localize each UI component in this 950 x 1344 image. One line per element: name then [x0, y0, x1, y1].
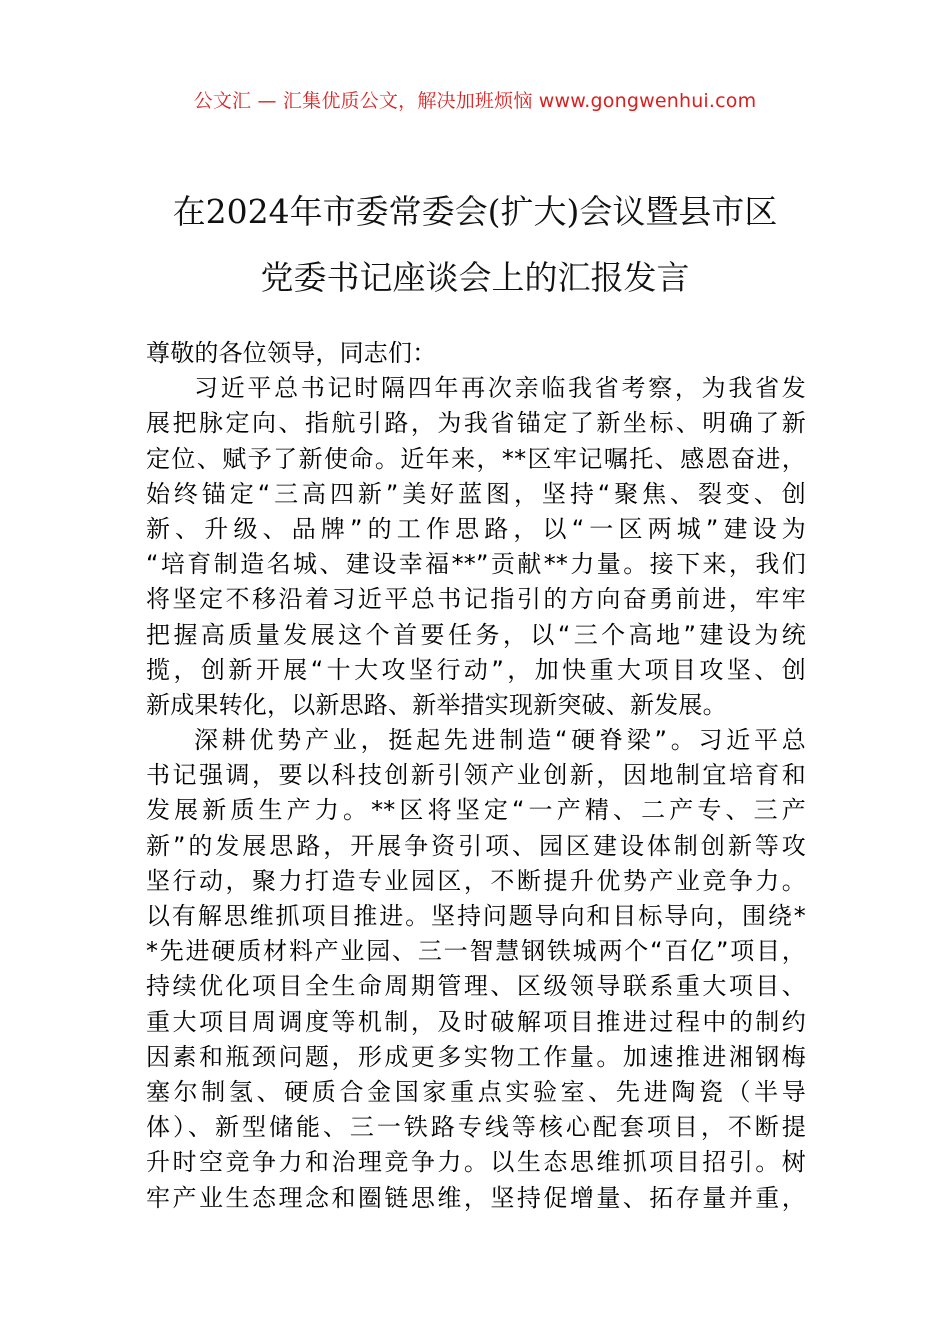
body-line: 揽，创新开展“十大攻坚行动”，加快重大项目攻坚、创	[146, 655, 806, 684]
document-title-line-1: 在2024年市委常委会(扩大)会议暨县市区	[172, 192, 778, 231]
body-line: 新”的发展思路，开展争资引项、园区建设体制创新等攻	[146, 831, 806, 860]
body-line: 发展新质生产力。**区将坚定“一产精、二产专、三产	[146, 796, 806, 825]
body-line: 升时空竞争力和治理竞争力。以生态思维抓项目招引。树	[146, 1148, 806, 1177]
body-line: *先进硬质材料产业园、三一智慧钢铁城两个“百亿”项目，	[146, 937, 806, 966]
body-line: “培育制造名城、建设幸福**”贡献**力量。接下来，我们	[146, 550, 806, 579]
body-line: 坚行动，聚力打造专业园区，不断提升优势产业竞争力。	[146, 866, 806, 895]
salutation-line: 尊敬的各位领导，同志们：	[146, 339, 437, 367]
body-line: 始终锚定“三高四新”美好蓝图，坚持“聚焦、裂变、创	[146, 479, 806, 508]
body-line: 因素和瓶颈问题，形成更多实物工作量。加速推进湘钢梅	[146, 1042, 806, 1071]
body-line: 重大项目周调度等机制，及时破解项目推进过程中的制约	[146, 1007, 806, 1036]
body-line: 习近平总书记时隔四年再次亲临我省考察，为我省发	[194, 374, 806, 403]
body-line: 新、升级、品牌”的工作思路，以“一区两城”建设为	[146, 514, 806, 543]
body-line: 深耕优势产业，挺起先进制造“硬脊梁”。习近平总	[194, 726, 806, 755]
body-line: 展把脉定向、指航引路，为我省锚定了新坐标、明确了新	[146, 409, 806, 438]
body-line: 书记强调，要以科技创新引领产业创新，因地制宜培育和	[146, 761, 806, 790]
body-line: 牢产业生态理念和圈链思维，坚持促增量、拓存量并重，	[146, 1183, 806, 1212]
body-line: 把握高质量发展这个首要任务，以“三个高地”建设为统	[146, 620, 806, 649]
website-banner: 公文汇 — 汇集优质公文，解决加班烦恼 www.gongwenhui.com	[193, 90, 757, 112]
body-line: 持续优化项目全生命周期管理、区级领导联系重大项目、	[146, 972, 806, 1001]
document-body	[146, 336, 806, 1216]
document-title-line-2: 党委书记座谈会上的汇报发言	[260, 258, 690, 297]
body-line: 塞尔制氢、硬质合金国家重点实验室、先进陶瓷（半导	[146, 1077, 806, 1106]
body-line: 将坚定不移沿着习近平总书记指引的方向奋勇前进，牢牢	[146, 585, 806, 614]
body-line: 新成果转化，以新思路、新举措实现新突破、新发展。	[146, 690, 727, 719]
body-line: 以有解思维抓项目推进。坚持问题导向和目标导向，围绕*	[146, 902, 806, 930]
body-line: 定位、赋予了新使命。近年来，**区牢记嘱托、感恩奋进，	[146, 444, 806, 473]
body-line: 体）、新型储能、三一铁路专线等核心配套项目，不断提	[146, 1113, 806, 1142]
